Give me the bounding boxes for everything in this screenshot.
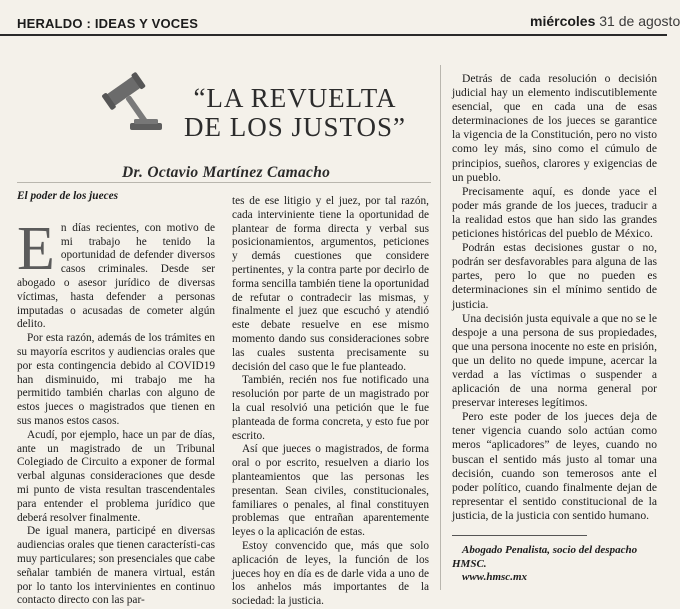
article-column-2 [232, 195, 429, 609]
paragraph: Detrás de cada resolución o decisión judicial hay un elemento indiscutiblemente esencial, que en cada una de esas determinaciones de los jueces se garantice la vigencia de la Constitución, pero no visto como ley más, sino como el cúmulo de principios, sueños, clarores y exigencias de un pueblo. [452, 72, 657, 184]
author-website: www.hmsc.mx [462, 571, 527, 583]
signature-divider [452, 535, 587, 536]
paragraph: tes de ese litigio y el juez, por tal razón, cada interviniente tiene la oportunidad de plantear de forma directa y verbal sus posicionamientos, argumentos, peticiones y demás cuestiones que considere pertinentes, y la contra parte por decirlo de forma sencilla también tiene la oportunidad de refutar o contradecir las mismas, y finalmente el juez que escuchó y atendió este debate resuelve en ese mismo momento dando sus consideraciones sobre las cuales sustenta precisamente su decisión del caso que le fue planteado. [232, 195, 429, 373]
newspaper-header [0, 0, 680, 36]
article-column-1 [17, 190, 215, 608]
column-divider [440, 65, 441, 590]
paragraph: Una decisión justa equivale a que no se le despoje a una persona de sus propiedades, que una persona inocente no este en prisión, que un delito no quede impune, acercar la verdad a las víctimas o suspender a aplicación de una norma general por preservar intereses legítimos. [452, 311, 657, 410]
author-byline: Dr. Octavio Martínez Camacho [122, 164, 331, 181]
issue-day: 31 de agosto [599, 13, 680, 29]
paragraph: Pero este poder de los jueces deja de tener vigencia cuando solo actúan como meros “aplicadores” de leyes, cuando no buscan el sentido más justo al tomar una decisión, cuando son temerosos ante el poder político, cuando finalmente dejan de representar el sentido constitucional de la justicia, de la justicia con sentido humano. [452, 410, 657, 522]
author-credentials: Abogado Penalista, socio del despacho HMSC. [452, 544, 638, 570]
article-column-3 [452, 72, 657, 585]
paragraph: Podrán estas decisiones gustar o no, podrán ser desfavorables para alguna de las partes, pero lo que no pueden es determinaciones sin el mínimo sentido de justicia. [452, 241, 657, 311]
paragraph: Acudí, por ejemplo, hace un par de días, ante un magistrado de un Tribunal Colegiado de Circuito a exponer de formal verbal algunas consideraciones que desde mi punto de vista resultan trascendentales para entender el problema jurídico que deberá resolver finalmente. [17, 428, 215, 524]
issue-date [530, 13, 680, 29]
paragraph: También, recién nos fue notificado una resolución por parte de un magistrado por la cual resolvió una petición que le fue planteada de forma concreta, y esto fue por escrito. [232, 374, 429, 442]
section-name: HERALDO : IDEAS Y VOCES [17, 16, 199, 31]
issue-weekday: miércoles [530, 13, 596, 29]
article-title [155, 84, 435, 142]
paragraph: Por esta razón, además de los trámites en su mayoría escritos y audiencias orales que por esta contingencia debido al COVID19 han disminuido, mi trabajo me ha permitido también charlas con alguno de estos jueces o magistrados que tienen en sus manos estos casos. [17, 332, 215, 427]
drop-cap: E [17, 214, 55, 283]
title-line-2: DE LOS JUSTOS” [183, 112, 407, 142]
paragraph: Así que jueces o magistrados, de forma oral o por escrito, resuelven a diario los planteamientos que las personas les presentan. Sean civiles, constitucionales, familiares o penales, al final constituyen problemas que entrañan aparentemente leyes o la aplicación de estas. [232, 443, 429, 539]
article-subhead: El poder de los jueces [17, 190, 119, 202]
paragraph: Precisamente aquí, es donde yace el poder más grande de los jueces, traducir a la realidad estos que han sido las grandes peticiones históricas del pueblo de México. [452, 184, 657, 241]
paragraph: De igual manera, participé en diversas audiencias orales que tienen característi-cas muy particulares; son presenciales que cabe señalar también de manera virtual, están por lo tanto los intervinientes en continuo contacto directo con las par- [17, 525, 215, 607]
paragraph: Estoy convencido que, más que solo aplicación de leyes, la función de los jueces hoy en día es de darle vida a uno de los anhelos más importantes de la sociedad: la justicia. [232, 539, 429, 608]
title-line-1: “LA REVUELTA [193, 83, 397, 113]
paragraph: n días recientes, con motivo de mi trabajo he tenido la oportunidad de defender diversos casos criminales. Desde ser abogado o asesor jurídico de diversas víctimas, hasta defender a personas imputadas o acusadas de cometer algún delito. [17, 221, 215, 331]
divider [17, 182, 431, 183]
